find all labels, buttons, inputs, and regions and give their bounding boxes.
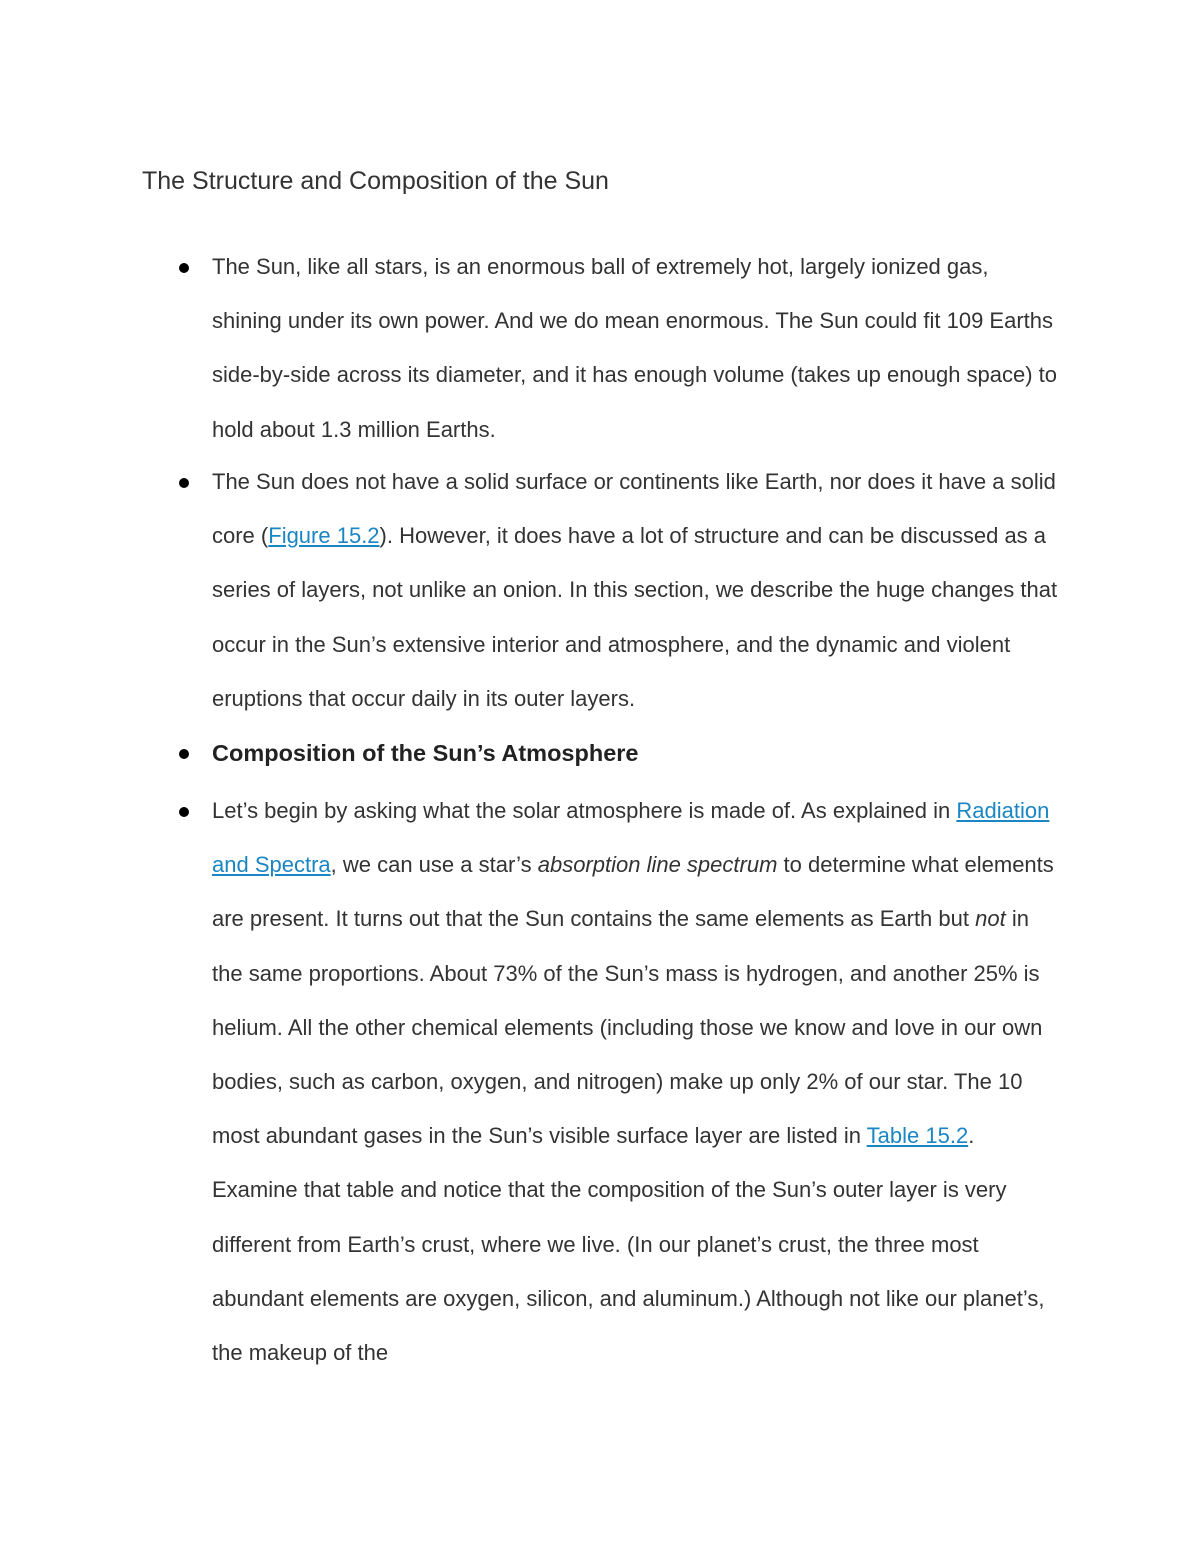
paragraph-text: The Sun does not have a solid surface or continents like Earth, nor does it have a solid core (	[212, 469, 1056, 549]
table-15-2-link[interactable]: Table 15.2	[866, 1123, 969, 1149]
paragraph-text: to determine what elements are present. It turns out that the Sun contains the same elements as Earth but	[212, 852, 1054, 932]
paragraph-text: , we can use a star’s	[330, 852, 538, 878]
figure-15-2-link[interactable]: Figure 15.2	[268, 523, 380, 549]
section-heading: Composition of the Sun’s Atmosphere	[212, 740, 639, 766]
paragraph-text: . Examine that table and notice that the composition of the Sun’s outer layer is very different from Earth’s crust, where we live. (In our planet’s crust, the three most abundant elements are oxygen, silicon, and aluminum.) Although not like our planet’s, the makeup of the	[212, 1123, 1045, 1366]
list-item-heading	[212, 726, 1062, 780]
paragraph-text: Let’s begin by asking what the solar atmosphere is made of. As explained in	[212, 798, 957, 823]
list-item	[212, 455, 1062, 726]
paragraph-text: in the same proportions. About 73% of the Sun’s mass is hydrogen, and another 25% is helium. All the other chemical elements (including those we know and love in our own bodies, such as carbon, oxygen, and nitrogen) make up only 2% of our star. The 10 most abundant gases in the Sun’s visible surface layer are listed in	[212, 906, 1043, 1149]
emphasis-text: not	[975, 906, 1006, 932]
bullet-icon	[179, 478, 189, 488]
emphasis-text: absorption line spectrum	[537, 852, 778, 878]
list-item	[212, 784, 1062, 1380]
paragraph-text: ). However, it does have a lot of structure and can be discussed as a series of layers, not unlike an onion. In this section, we describe the huge changes that occur in the Sun’s extensive interior and atmosphere, and the dynamic and violent eruptions that occur daily in its outer layers.	[212, 523, 1058, 711]
paragraph-text: The Sun, like all stars, is an enormous ball of extremely hot, largely ionized gas, shining under its own power. And we do mean enormous. The Sun could fit 109 Earths side-by-side across its diameter, and it has enough volume (takes up enough space) to hold about 1.3 million Earths.	[212, 254, 1058, 442]
bullet-icon	[179, 263, 189, 273]
document-title: The Structure and Composition of the Sun	[142, 167, 609, 195]
bullet-icon	[179, 807, 189, 817]
bullet-icon	[179, 749, 189, 759]
list-item	[212, 240, 1062, 457]
radiation-and-spectra-link[interactable]: Radiation and Spectra	[212, 798, 1050, 878]
